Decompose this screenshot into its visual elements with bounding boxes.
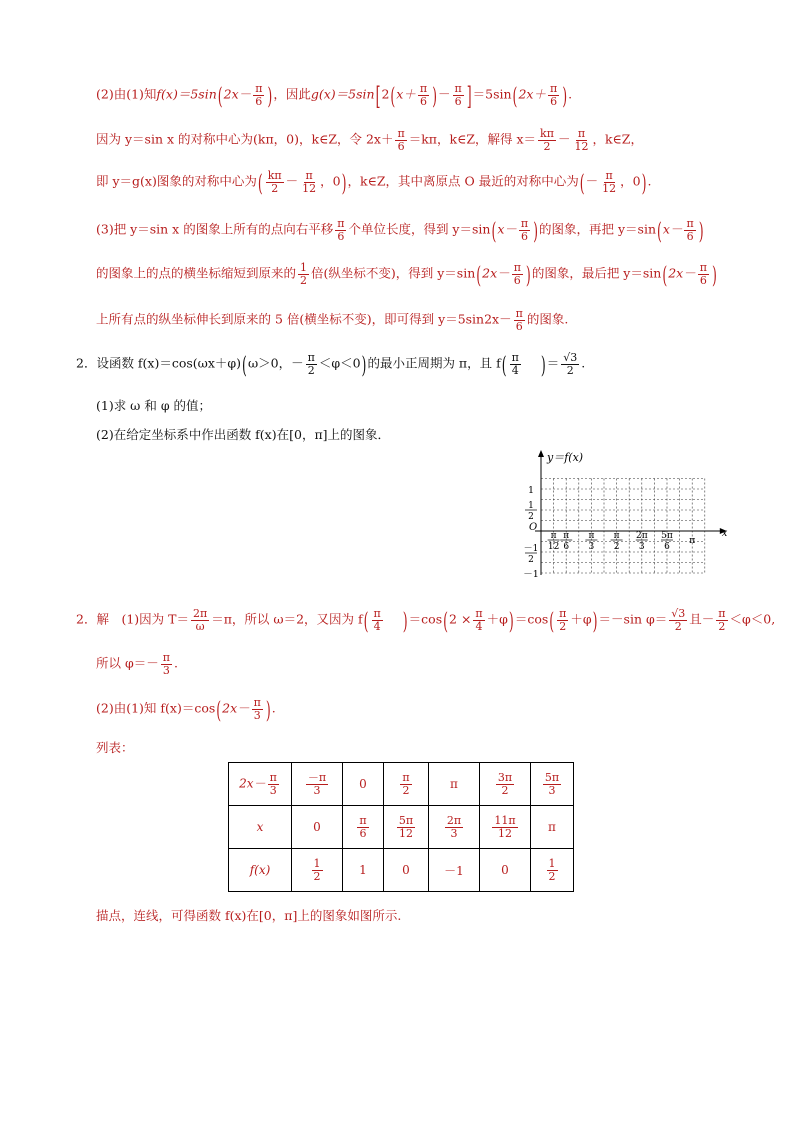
y-tick-label-num: －1 [523,544,539,554]
table-cell [480,849,531,892]
text: 的图象上的点的横坐标缩短到原来的 [96,265,297,281]
problem2-q2: (2)在给定坐标系中作出函数 f(x)在[0，π]上的图象． [96,427,391,442]
x-axis-label: x [721,528,728,539]
cell-fraction: $\frac{5\pi}{12}$ [398,813,414,840]
frac-pi-6: $\frac{\pi}{6}$ [419,82,428,108]
text: f(x) [249,863,271,877]
frac-pi-3: $\frac{\pi}{3}$ [269,770,277,797]
frac-kpi-2: $\frac{k\pi}{2}$ [540,127,554,153]
coordinate-grid [511,447,728,587]
y-axis-arrow [538,450,544,457]
cell-value: 0 [313,820,321,834]
text: 2x－ [222,700,250,716]
y-tick-label-num: 1 [528,501,534,511]
frac-pi-6: $\frac{\pi}{6}$ [513,261,521,287]
table-header-cell [229,763,292,806]
text: . [271,700,276,716]
bracket: [ [375,80,381,111]
text: (3)把 y＝sin x 的图象上所有的点向右平移 [96,221,334,237]
frac-pi-2: $\frac{\pi}{2}$ [307,351,315,377]
x-tick-label-num: π [563,531,570,541]
frac-1-2: $\frac{1}{2}$ [300,261,308,287]
table-cell [343,806,384,849]
frac-pi-6: $\frac{\pi}{6}$ [699,261,707,287]
axis-labels [523,451,728,580]
cell-fraction: $\frac{1}{2}$ [548,856,556,883]
table-cell [343,849,384,892]
text: 2．解 (1)因为 T＝ [76,611,189,627]
table-cell [429,849,480,892]
text: ＝5sin [472,86,512,102]
frac-pi-4: $\frac{\pi}{4}$ [511,351,519,377]
text: . [581,355,586,371]
cell-fraction: $\frac{\pi}{6}$ [359,813,367,840]
frac-pi-4: $\frac{\pi}{4}$ [475,607,483,633]
frac-pi-6: $\frac{\pi}{6}$ [549,82,558,108]
text: x [256,820,264,834]
cell-value: 0 [501,863,509,877]
sol1-part2-line1: (2)由(1)知f(x)＝5sin(2x－ $\frac{\pi}{6}$ )，因此g(x)＝5sin[2(x＋ $\frac{\pi}{6}$ )－ $\frac{\pi}{6}$ ]＝5sin(2x＋ $\frac{\pi}{6}$ ). [96,80,573,111]
text: ＝π，所以 ω＝2，又因为 f [211,611,363,627]
text: － [285,173,299,189]
problem2-q1: (1)求 ω 和 φ 的值； [96,398,212,413]
text: 2x－ [239,776,266,791]
frac-pi-3: $\frac{\pi}{3}$ [162,651,170,677]
table-cell [292,806,343,849]
x-tick-label-den: 3 [588,542,595,552]
text: 的图象. [526,311,569,327]
cell-fraction: $\frac{5\pi}{3}$ [544,770,560,797]
frac-pi-12: $\frac{\pi}{12}$ [302,169,317,195]
text: － [585,173,599,189]
text: 的图象，最后把 y＝sin [531,265,662,281]
text: ，k∈Z，其中离原点 O 最近的对称中心为 [347,173,579,189]
text: ＜φ＜0, [729,611,776,627]
y-tick-label: －1 [523,569,539,580]
text: 2x－ [223,86,252,102]
table-cell [531,806,574,849]
text: ＝ [546,355,560,371]
frac-pi-6: $\frac{\pi}{6}$ [397,127,405,153]
frac-pi-4: $\frac{\pi}{4}$ [373,607,381,633]
text: x－ [497,221,517,237]
cell-value: π [548,820,556,834]
text: ，0 [320,173,341,189]
text: ＜φ＜0 [318,355,361,371]
y-tick-label-den: 2 [528,512,534,522]
text: ＋φ [570,611,592,627]
text: ω＞0，－ [247,355,304,371]
text: 2 [381,86,390,102]
x-tick-label-num: π [613,531,620,541]
text: . [647,173,652,189]
table-cell [480,763,531,806]
cell-value: 0 [359,777,367,791]
x-tick-label-num: π [550,531,557,541]
sol1-part3-line2: 的图象上的点的横坐标缩短到原来的 $\frac{1}{2}$ 倍(纵坐标不变)，得到 y＝sin(2x－ $\frac{\pi}{6}$ )的图象，最后把 y＝sin(2x－ $\frac{\pi}{6}$ ) [96,259,717,289]
cell-fraction: $\frac{2\pi}{3}$ [446,813,462,840]
x-tick-label-den: 6 [664,542,670,552]
table-header-cell [229,849,292,892]
table-cell [384,849,429,892]
table-row [229,763,574,806]
frac-2pi-omega: $\frac{2\pi}{\omega}$ [192,607,208,633]
origin-label: O [529,522,538,533]
table-cell [531,763,574,806]
sol1-part2-line3: 即 y＝g(x)图象的对称中心为( $\frac{k\pi}{2}$ － $\frac{\pi}{12}$ ，0)，k∈Z，其中离原点 O 最近的对称中心为(－ $\frac{\pi}{12}$ ，0). [96,167,652,197]
sol1-part3-line1: (3)把 y＝sin x 的图象上所有的点向右平移 $\frac{\pi}{6}$ 个单位长度，得到 y＝sin(x－ $\frac{\pi}{6}$ )的图象，再把 y＝sin(x－ $\frac{\pi}{6}$ ) [96,215,704,245]
text: ，0 [620,173,641,189]
grid-lines [541,479,705,574]
y-tick-label-den: 2 [528,555,534,565]
text: 所以 φ＝－ [96,655,159,671]
problem-number: 2． [76,355,97,371]
frac-pi-12: $\frac{\pi}{12}$ [602,169,617,195]
sol2-line2 [96,652,178,676]
text: 个单位长度，得到 y＝sin [348,221,491,237]
cell-fraction: $\frac{3\pi}{2}$ [497,770,513,797]
frac-pi-2: $\frac{\pi}{2}$ [718,607,726,633]
text: 且－ [689,611,715,627]
text: ＋φ [486,611,508,627]
text: 2x－ [482,265,510,281]
frac-pi-6: $\frac{\pi}{6}$ [515,307,523,333]
text: f(x)＝5sin [156,86,217,102]
table-header-cell [229,806,292,849]
x-tick-label-num: 5π [661,531,673,541]
cell-value: π [450,777,458,791]
text: 因为 y＝sin x 的对称中心为(kπ，0)，k∈Z，令 2x＋ [96,131,394,147]
text: 即 y＝g(x)图象的对称中心为 [96,173,257,189]
table-cell [343,763,384,806]
text: . [173,655,178,671]
sol2-list-label: 列表： [96,740,134,755]
sol2-conclusion: 描点，连线，可得函数 f(x)在[0，π]上的图象如图所示. [96,908,402,923]
text: 上所有点的纵坐标伸长到原来的 5 倍(横坐标不变)，即可得到 y＝5sin2x－ [96,311,512,327]
function-label: y＝f(x) [547,451,584,464]
text: 2x－ [668,265,696,281]
frac-pi-3: $\frac{\pi}{3}$ [253,696,261,722]
sol2-line3: (2)由(1)知 f(x)＝cos(2x－ $\frac{\pi}{3}$ ). [96,694,276,724]
frac-pi-6: $\frac{\pi}{6}$ [454,82,462,108]
value-table [228,762,574,892]
cell-fraction: $\frac{\pi}{2}$ [402,770,410,797]
frac-pi-6: $\frac{\pi}{6}$ [686,217,694,243]
x-tick-label-den: 2 [613,542,620,552]
frac-pi-12: $\frac{\pi}{12}$ [574,127,589,153]
table-cell [531,849,574,892]
table-cell [429,763,480,806]
table-cell [429,806,480,849]
cell-value: 0 [402,863,410,877]
frac-pi-6: $\frac{\pi}{6}$ [255,82,263,108]
text: ，k∈Z， [592,131,643,147]
text: ＝cos [408,611,443,627]
text: x＋ [396,86,416,102]
text: g(x)＝5sin [310,86,375,102]
text: ＝－sin φ＝ [598,611,668,627]
text: 设函数 f(x)＝cos(ωx＋φ) [96,355,242,371]
axes [535,450,727,575]
frac-pi-6: $\frac{\pi}{6}$ [520,217,529,243]
table-cell [384,763,429,806]
text: (2)由(1)知 f(x)＝cos [96,700,216,716]
table-cell [292,849,343,892]
x-tick-label-num: π [588,531,595,541]
frac-pi-6: $\frac{\pi}{6}$ [337,217,345,243]
frac-kpi-2: $\frac{k\pi}{2}$ [267,169,282,195]
text: ＝kπ，k∈Z，解得 x＝ [408,131,537,147]
cell-fraction: $\frac{-\pi}{3}$ [307,770,327,797]
cell-value: 1 [359,863,367,877]
sol1-part3-line3 [96,308,568,332]
text: . [568,86,573,102]
x-tick-label: π [689,535,696,546]
cell-fraction: $\frac{1}{2}$ [313,856,321,883]
y-tick-label: 1 [527,485,535,496]
text: 2 × [449,611,472,627]
text: － [437,86,451,102]
x-tick-label-num: 2π [635,531,648,541]
frac-pi-2: $\frac{\pi}{2}$ [559,607,567,633]
text: 倍(纵坐标不变)，得到 y＝sin [311,265,476,281]
x-tick-label-den: 12 [547,542,560,552]
text: ＝cos [514,611,549,627]
problem2-line1: 2．设函数 f(x)＝cos(ωx＋φ)(ω＞0，－ $\frac{\pi}{2}$ ＜φ＜0)的最小正周期为 π，且 f( $\frac{\pi}{4}$ )＝ $\frac{√3}{2}$ . [76,349,586,379]
text: (2)由(1)知 [96,86,157,102]
table-cell [292,763,343,806]
table-cell [480,806,531,849]
text: － [557,131,571,147]
table-cell [384,806,429,849]
text: 2x＋ [518,86,546,102]
frac-sqrt3-2: $\frac{√3}{2}$ [671,607,686,633]
table-row [229,806,574,849]
text: 的图象，再把 y＝sin [539,221,657,237]
sol1-part2-line2 [96,128,643,152]
frac-sqrt3-2: $\frac{√3}{2}$ [563,351,578,377]
x-tick-label-den: 3 [638,542,645,552]
table-row [229,849,574,892]
text: 的最小正周期为 π，且 f [367,355,501,371]
cell-fraction: $\frac{11\pi}{12}$ [494,813,516,840]
sol2-line1: 2．解 (1)因为 T＝ $\frac{2\pi}{\omega}$ ＝π，所以 ω＝2，又因为 f( $\frac{\pi}{4}$ )＝cos(2 × $\frac{\pi}{4}$ ＋φ)＝cos( $\frac{\pi}{2}$ ＋φ)＝－sin φ＝ $\frac{√3}{2}$ 且－ $\frac{\pi}{2}$ ＜φ＜0, [76,605,776,635]
x-tick-label-den: 6 [563,542,570,552]
text: ，因此 [273,86,311,102]
cell-value: －1 [444,863,464,878]
paren: ( [217,80,223,110]
text: x－ [662,221,683,237]
